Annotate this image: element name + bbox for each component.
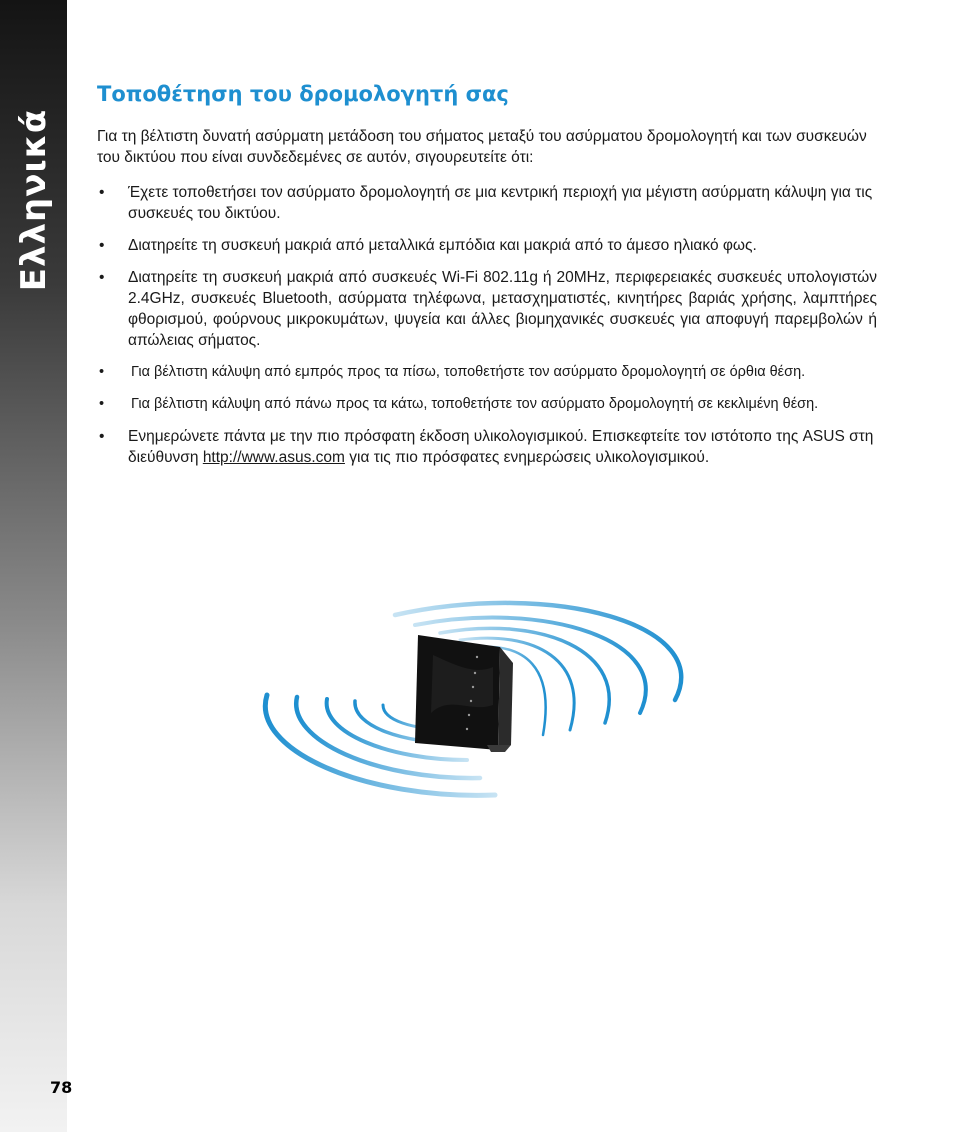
asus-website-link[interactable]: http://www.asus.com	[202, 449, 345, 466]
list-item-text: Διατηρείτε τη συσκευή μακριά από μεταλλικά εμπόδια και μακριά από το άμεσο ηλιακό φως.	[128, 237, 757, 254]
router-wifi-waves-illustration	[255, 595, 695, 800]
language-label: Ελληνικά	[14, 108, 55, 292]
bullet-symbol: •	[99, 184, 105, 201]
language-side-tab	[0, 0, 67, 1132]
language-label-wrapper	[10, 100, 58, 300]
page-number: 78	[50, 1078, 73, 1097]
list-item-text-before-link: Ενημερώνετε πάντα με την πιο πρόσφατη έκδοση υλικολογισμικού. Επισκεφτείτε τον ιστότοπο της ASUS στη διεύθυνση	[128, 428, 874, 466]
list-item	[97, 394, 877, 415]
intro-paragraph: Για τη βέλτιστη δυνατή ασύρματη μετάδοση του σήματος μεταξύ του ασύρματου δρομολογητή και των συσκευών του δικτύου που είναι συνδεδεμένες σε αυτόν, σιγουρευτείτε ότι:	[97, 128, 867, 166]
list-item	[97, 362, 877, 383]
placement-tips-list	[97, 182, 877, 468]
list-item-text: Διατηρείτε τη συσκευή μακριά από συσκευές Wi-Fi 802.11g ή 20MHz, περιφερειακές συσκευές υπολογιστών 2.4GHz, συσκευές Bluetooth, ασύρματα τηλέφωνα, μετασχηματιστές, κινητήρες βαριάς χρήσης, λαμπτήρες φθορισμού, φούρνους μικροκυμάτων, ψυγεία και άλλες βιομηχανικές συσκευές για αποφυγή παρεμβολών ή απώλειας σήματος.	[128, 269, 877, 349]
router-placement-illustration	[255, 595, 695, 800]
list-item	[97, 426, 877, 468]
list-item	[97, 267, 877, 351]
bullet-symbol: •	[99, 364, 105, 380]
bullet-symbol: •	[99, 269, 105, 286]
router-device	[415, 635, 513, 752]
list-item-text: Για βέλτιστη κάλυψη από εμπρός προς τα πίσω, τοποθετήστε τον ασύρματο δρομολογητή σε όρθια θέση.	[131, 364, 806, 380]
list-item-text: Για βέλτιστη κάλυψη από πάνω προς τα κάτω, τοποθετήστε τον ασύρματο δρομολογητή σε κεκλιμένη θέση.	[131, 396, 819, 412]
list-item	[97, 182, 877, 224]
list-item	[97, 235, 877, 256]
section-title: Τοποθέτηση του δρομολογητή σας	[97, 82, 509, 106]
list-item-text-after-link: για τις πιο πρόσφατες ενημερώσεις υλικολογισμικού.	[344, 449, 710, 466]
bullet-symbol: •	[99, 237, 105, 254]
list-item-text: Έχετε τοποθετήσει τον ασύρματο δρομολογητή σε μια κεντρική περιοχή για μέγιστη ασύρματη κάλυψη για τις συσκευές του δικτύου.	[128, 184, 873, 222]
bullet-symbol: •	[99, 396, 105, 412]
bullet-symbol: •	[99, 428, 105, 445]
main-content	[97, 82, 877, 479]
